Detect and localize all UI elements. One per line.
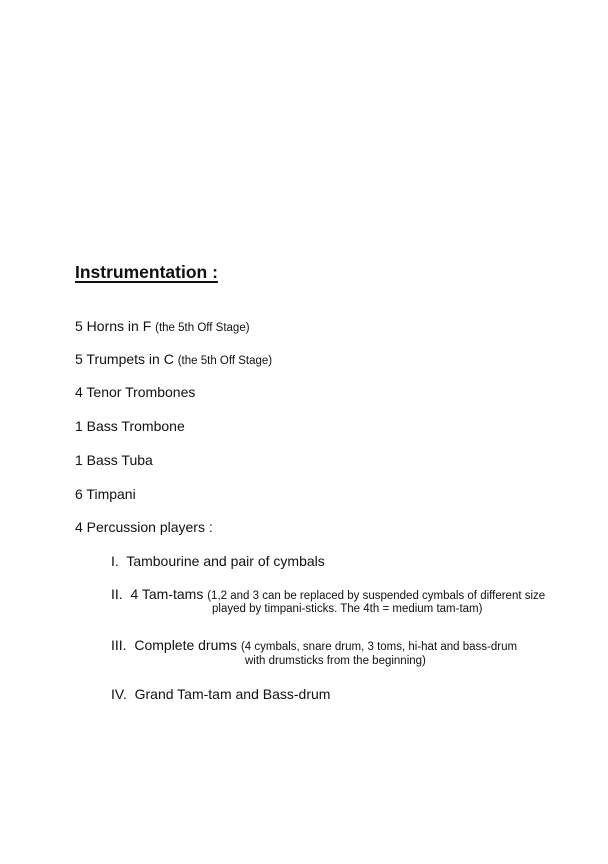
percussion-label: 4 Tam-tams <box>130 586 204 602</box>
percussion-note: (4 cymbals, snare drum, 3 toms, hi-hat and bass-drum <box>240 641 518 653</box>
instrument-label: 4 Tenor Trombones <box>75 384 196 400</box>
instrument-label: 4 Percussion players : <box>75 519 213 535</box>
percussion-note: (1,2 and 3 can be replaced by suspended cymbals of different size <box>207 590 546 602</box>
percussion-numeral: III. <box>111 637 127 653</box>
percussion-numeral: II. <box>111 586 123 602</box>
percussion-label: Complete drums <box>134 637 238 653</box>
percussion-note-continued: played by timpani-sticks. The 4th = medium tam-tam) <box>212 603 483 615</box>
percussion-item-3 <box>111 637 517 653</box>
instrument-label: 5 Trumpets in C <box>75 351 174 367</box>
page-title: Instrumentation : <box>75 262 218 282</box>
percussion-numeral: IV. <box>111 686 127 702</box>
percussion-label: Grand Tam-tam and Bass-drum <box>134 686 331 702</box>
instrument-label: 5 Horns in F <box>75 318 152 334</box>
instrument-bass-tuba <box>75 452 153 468</box>
percussion-item-1 <box>111 553 325 569</box>
instrument-label: 1 Bass Tuba <box>75 452 153 468</box>
percussion-numeral: I. <box>111 553 119 569</box>
instrument-timpani <box>75 486 136 502</box>
instrument-note: (the 5th Off Stage) <box>177 355 273 367</box>
percussion-label: Tambourine and pair of cymbals <box>126 553 325 569</box>
instrument-note: (the 5th Off Stage) <box>155 322 250 334</box>
percussion-item-4 <box>111 686 330 702</box>
instrument-trumpets <box>75 351 272 367</box>
instrument-tenor-trombones <box>75 384 195 400</box>
instrument-label: 1 Bass Trombone <box>75 418 185 434</box>
instrument-horns <box>75 318 250 334</box>
instrument-label: 6 Timpani <box>75 486 136 502</box>
instrument-percussion <box>75 519 213 535</box>
percussion-item-2 <box>111 586 545 602</box>
instrument-bass-trombone <box>75 418 185 434</box>
percussion-note-continued: with drumsticks from the beginning) <box>245 655 426 667</box>
